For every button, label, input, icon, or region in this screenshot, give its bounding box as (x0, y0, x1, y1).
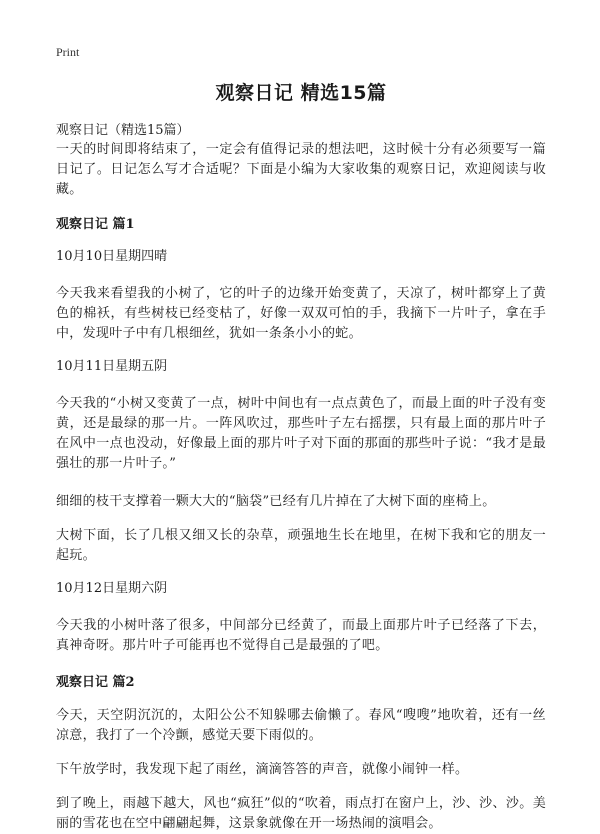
diary-paragraph: 大树下面，长了几根又细又长的杂草，顽强地生长在地里，在树下我和它的朋友一起玩。 (56, 528, 546, 563)
diary-paragraph: 今天我的“小树又变黄了一点，树叶中间也有一点点黄色了，而最上面的叶子没有变黄，还是最绿的那一片。一阵风吹过，那些叶子左右摇摆，只有最上面的那片叶子在风中一点也没动，好像最上面的那片叶子对下面的那面的那些叶子说：“我才是最强壮的那一片叶子。” (56, 396, 546, 471)
page-title: 观察日记 精选15篇 (215, 82, 387, 104)
diary-paragraph: 下午放学时，我发现下起了雨丝，滴滴答答的声音，就像小闹钟一样。 (56, 762, 469, 777)
section-heading-2: 观察日记 篇2 (56, 675, 135, 690)
print-link[interactable]: Print (56, 45, 80, 59)
diary-date: 10月10日星期四晴 (56, 249, 168, 264)
diary-paragraph: 今天，天空阴沉沉的，太阳公公不知躲哪去偷懒了。春风“嗖嗖”地吹着，还有一丝凉意，我打了一个冷颤，感觉天要下雨似的。 (56, 708, 546, 743)
section-heading-1: 观察日记 篇1 (56, 217, 135, 232)
diary-paragraph: 今天我来看望我的小树了，它的叶子的边缘开始变黄了，天凉了，树叶都穿上了黄色的棉袄，有些树枝已经变枯了，好像一双双可怕的手，我摘下一片叶子，拿在手中，发现叶子中有几根细丝，犹如一条条小小的蛇。 (56, 286, 546, 341)
diary-paragraph: 今天我的小树叶落了很多，中间部分已经黄了，而最上面那片叶子已经落了下去，真神奇呀。那片叶子可能再也不觉得自己是最强的了吧。 (56, 618, 546, 653)
diary-date: 10月12日星期六阴 (56, 581, 168, 596)
intro-paragraph: 一天的时间即将结束了，一定会有值得记录的想法吧，这时候十分有必须要写一篇日记了。日记怎么写才合适呢？下面是小编为大家收集的观察日记，欢迎阅读与收藏。 (56, 142, 546, 197)
document-subtitle: 观察日记（精选15篇） (56, 123, 190, 138)
diary-date: 10月11日星期五阴 (56, 359, 168, 374)
diary-paragraph: 细细的枝干支撑着一颗大大的“脑袋”已经有几片掉在了大树下面的座椅上。 (56, 494, 496, 509)
diary-paragraph: 到了晚上，雨越下越大，风也“疯狂”似的“吹着，雨点打在窗户上，沙、沙、沙。美丽的雪花也在空中翩翩起舞，这景象就像在开一场热闹的演唱会。 (56, 796, 546, 831)
